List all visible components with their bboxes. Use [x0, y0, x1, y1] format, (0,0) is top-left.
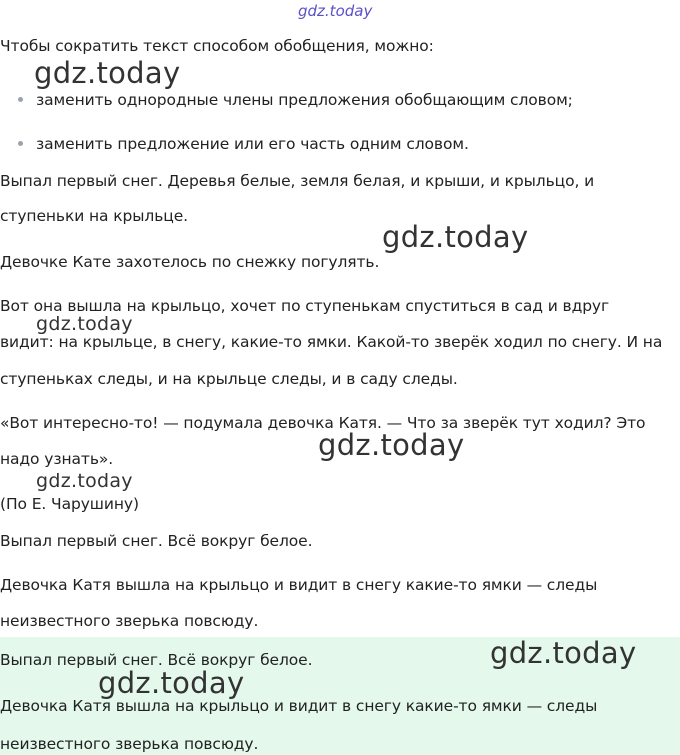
highlight-line: Выпал первый снег. Всё вокруг белое. [0, 651, 313, 669]
text-line: Выпал первый снег. Деревья белые, земля белая, и крыши, и крыльцо, и [0, 172, 595, 190]
text-line: надо узнать». [0, 450, 114, 468]
text-line: видит: на крыльце, в снегу, какие-то ямки. Какой-то зверёк ходил по снегу. И на [0, 333, 663, 351]
highlight-line: Девочка Катя вышла на крыльцо и видит в снегу какие-то ямки — следы [0, 697, 598, 715]
watermark: gdz.today [36, 313, 133, 335]
watermark: gdz.today [36, 470, 133, 492]
watermark: gdz.today [490, 636, 637, 670]
bullet-item-1: заменить однородные члены предложения обобщающим словом; [36, 91, 573, 109]
intro-text: Чтобы сократить текст способом обобщения, можно: [0, 37, 434, 55]
author-credit: (По Е. Чарушину) [0, 495, 139, 513]
text-line: «Вот интересно-то! — подумала девочка Катя. — Что за зверёк тут ходил? Это [0, 414, 646, 432]
answer-line: Выпал первый снег. Всё вокруг белое. [0, 532, 313, 550]
bullet-icon [18, 97, 23, 102]
answer-line: Девочка Катя вышла на крыльцо и видит в снегу какие-то ямки — следы [0, 576, 598, 594]
highlight-line: неизвестного зверька повсюду. [0, 735, 259, 753]
text-line: ступеньках следы, и на крыльце следы, и в саду следы. [0, 370, 458, 388]
watermark: gdz.today [318, 428, 465, 462]
answer-line: неизвестного зверька повсюду. [0, 612, 259, 630]
watermark: gdz.today [34, 56, 181, 90]
watermark: gdz.today [98, 666, 245, 700]
text-line: Вот она вышла на крыльцо, хочет по ступенькам спуститься в сад и вдруг [0, 297, 610, 315]
text-line: ступеньки на крыльце. [0, 207, 188, 225]
text-line: Девочке Кате захотелось по снежку погулять. [0, 253, 380, 271]
watermark-top: gdz.today [298, 2, 373, 20]
bullet-item-2: заменить предложение или его часть одним словом. [36, 135, 469, 153]
watermark: gdz.today [382, 220, 529, 254]
bullet-icon [18, 141, 23, 146]
